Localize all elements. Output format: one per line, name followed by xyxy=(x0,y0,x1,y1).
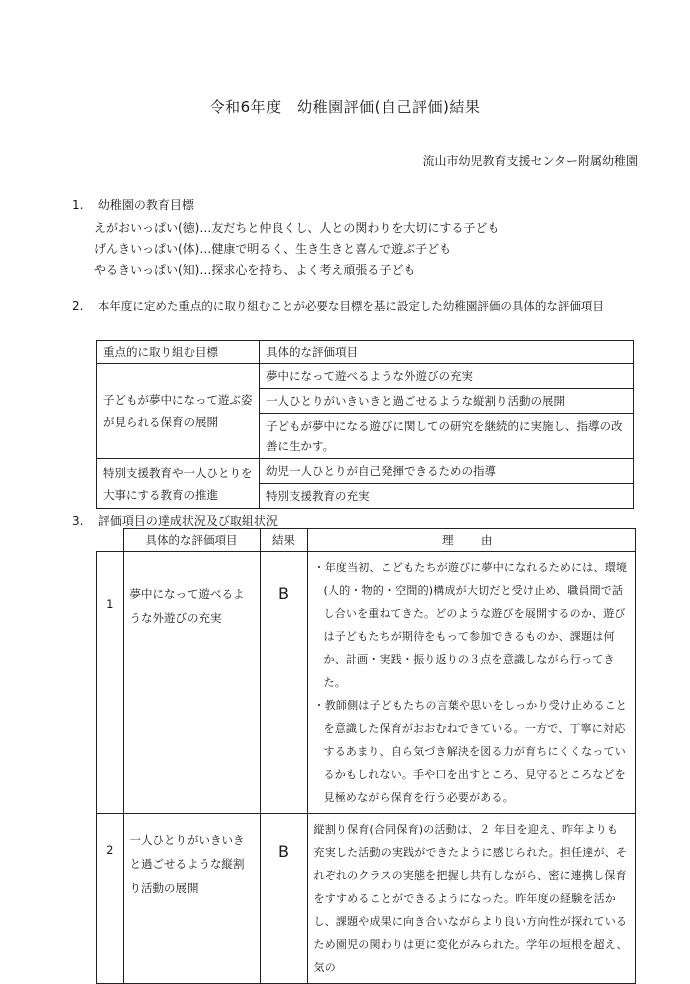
goal-cell: 特別支援教育や一人ひとりを大事にする教育の推進 xyxy=(97,459,260,509)
reason-paragraph: 縦割り保育(合同保育)の活動は、２ 年目を迎え、昨年よりも充実した活動の実践ができたように感じられた。担任達が、それぞれのクラスの実態を把握し共有しながら、密に連携し保育をすすめることができるようになった。昨年度の経験を活かし、課題や成果に向き合いながらより良い方向性が探れているため園児の関わりは更に変化がみられた。学年の垣根を超え、気の xyxy=(313,823,628,974)
focus-goals-table xyxy=(96,340,634,509)
page-title: 令和6年度 幼稚園評価(自己評価)結果 xyxy=(209,98,481,116)
section1-title: 幼稚園の教育目標 xyxy=(97,198,194,212)
goal-line: やるきいっぱい(知)…探求心を持ち、よく考え頑張る子ども xyxy=(94,263,416,277)
organization-name: 流山市幼児教育支援センター附属幼稚園 xyxy=(422,154,638,168)
reason-paragraph: ・教師側は子どもたちの言葉や思いをしっかり受け止めることを意識した保育がおおむねできている。一方で、丁寧に対応するあまり、自ら気づき解決を図る力が育ちにくくなっているかもしれない。手や口を出すところ、見守るところなどを見極めながら保育を行う必要がある。 xyxy=(313,699,628,804)
section2-heading xyxy=(72,298,604,314)
goal-line: えがおいっぱい(徳)…友だちと仲良くし、人との関わりを大切にする子ども xyxy=(94,221,500,235)
row-number: 1 xyxy=(97,552,124,814)
item-cell: 夢中になって遊べるような外遊びの充実 xyxy=(260,364,634,389)
table-header-row xyxy=(97,341,634,364)
section3-number: 3. xyxy=(72,514,84,528)
section3-heading xyxy=(72,512,278,529)
goal-cell: 子どもが夢中になって遊ぶ姿が見られる保育の展開 xyxy=(97,364,260,459)
section1-heading xyxy=(72,196,194,213)
evaluation-item: 夢中になって遊べるような外遊びの充実 xyxy=(123,552,260,814)
section2-number: 2. xyxy=(72,299,84,313)
reason-paragraph: ・年度当初、こどもたちが遊びに夢中になれるためには、環境(人的・物的・空間的)構成が大切だと受け止め、職員間で話し合いを重ねてきた。どのような遊びを展開するのか、遊びは子どもたちが期待をもって参加できるものか、課題は何か、計画・実践・振り返りの３点を意識しながら行ってきた。 xyxy=(313,561,628,689)
evaluation-table xyxy=(96,528,636,984)
table-row xyxy=(97,814,636,984)
column-header-item: 具体的な評価項目 xyxy=(123,529,260,552)
column-header-item: 具体的な評価項目 xyxy=(260,341,634,364)
evaluation-result: B xyxy=(260,814,307,984)
item-cell: 一人ひとりがいきいきと過ごせるような縦割り活動の展開 xyxy=(260,389,634,414)
education-goals xyxy=(94,218,499,281)
row-number: 2 xyxy=(97,814,124,984)
evaluation-item: 一人ひとりがいきいきと過ごせるような縦割り活動の展開 xyxy=(123,814,260,984)
column-header-goal: 重点的に取り組む目標 xyxy=(97,341,260,364)
column-header-number xyxy=(97,529,124,552)
item-cell: 特別支援教育の充実 xyxy=(260,484,634,509)
column-header-result: 結果 xyxy=(260,529,307,552)
evaluation-result: B xyxy=(260,552,307,814)
table-row xyxy=(97,459,634,484)
item-cell: 子どもが夢中になる遊びに関しての研究を継続的に実施し、指導の改善に生かす。 xyxy=(260,414,634,459)
section1-number: 1. xyxy=(72,198,84,212)
goal-line: げんきいっぱい(体)…健康で明るく、生き生きと喜んで遊ぶ子ども xyxy=(94,242,452,256)
table-header-row xyxy=(97,529,636,552)
section2-title: 本年度に定めた重点的に取り組むことが必要な目標を基に設定した幼稚園評価の具体的な評価項目 xyxy=(97,299,604,313)
column-header-reason xyxy=(307,529,636,552)
section3-title: 評価項目の達成状況及び取組状況 xyxy=(97,514,278,528)
evaluation-reason xyxy=(307,814,636,984)
table-row xyxy=(97,364,634,389)
evaluation-reason xyxy=(307,552,636,814)
table-row xyxy=(97,552,636,814)
item-cell: 幼児一人ひとりが自己発揮できるための指導 xyxy=(260,459,634,484)
reason-header-label: 理 由 xyxy=(442,533,501,547)
